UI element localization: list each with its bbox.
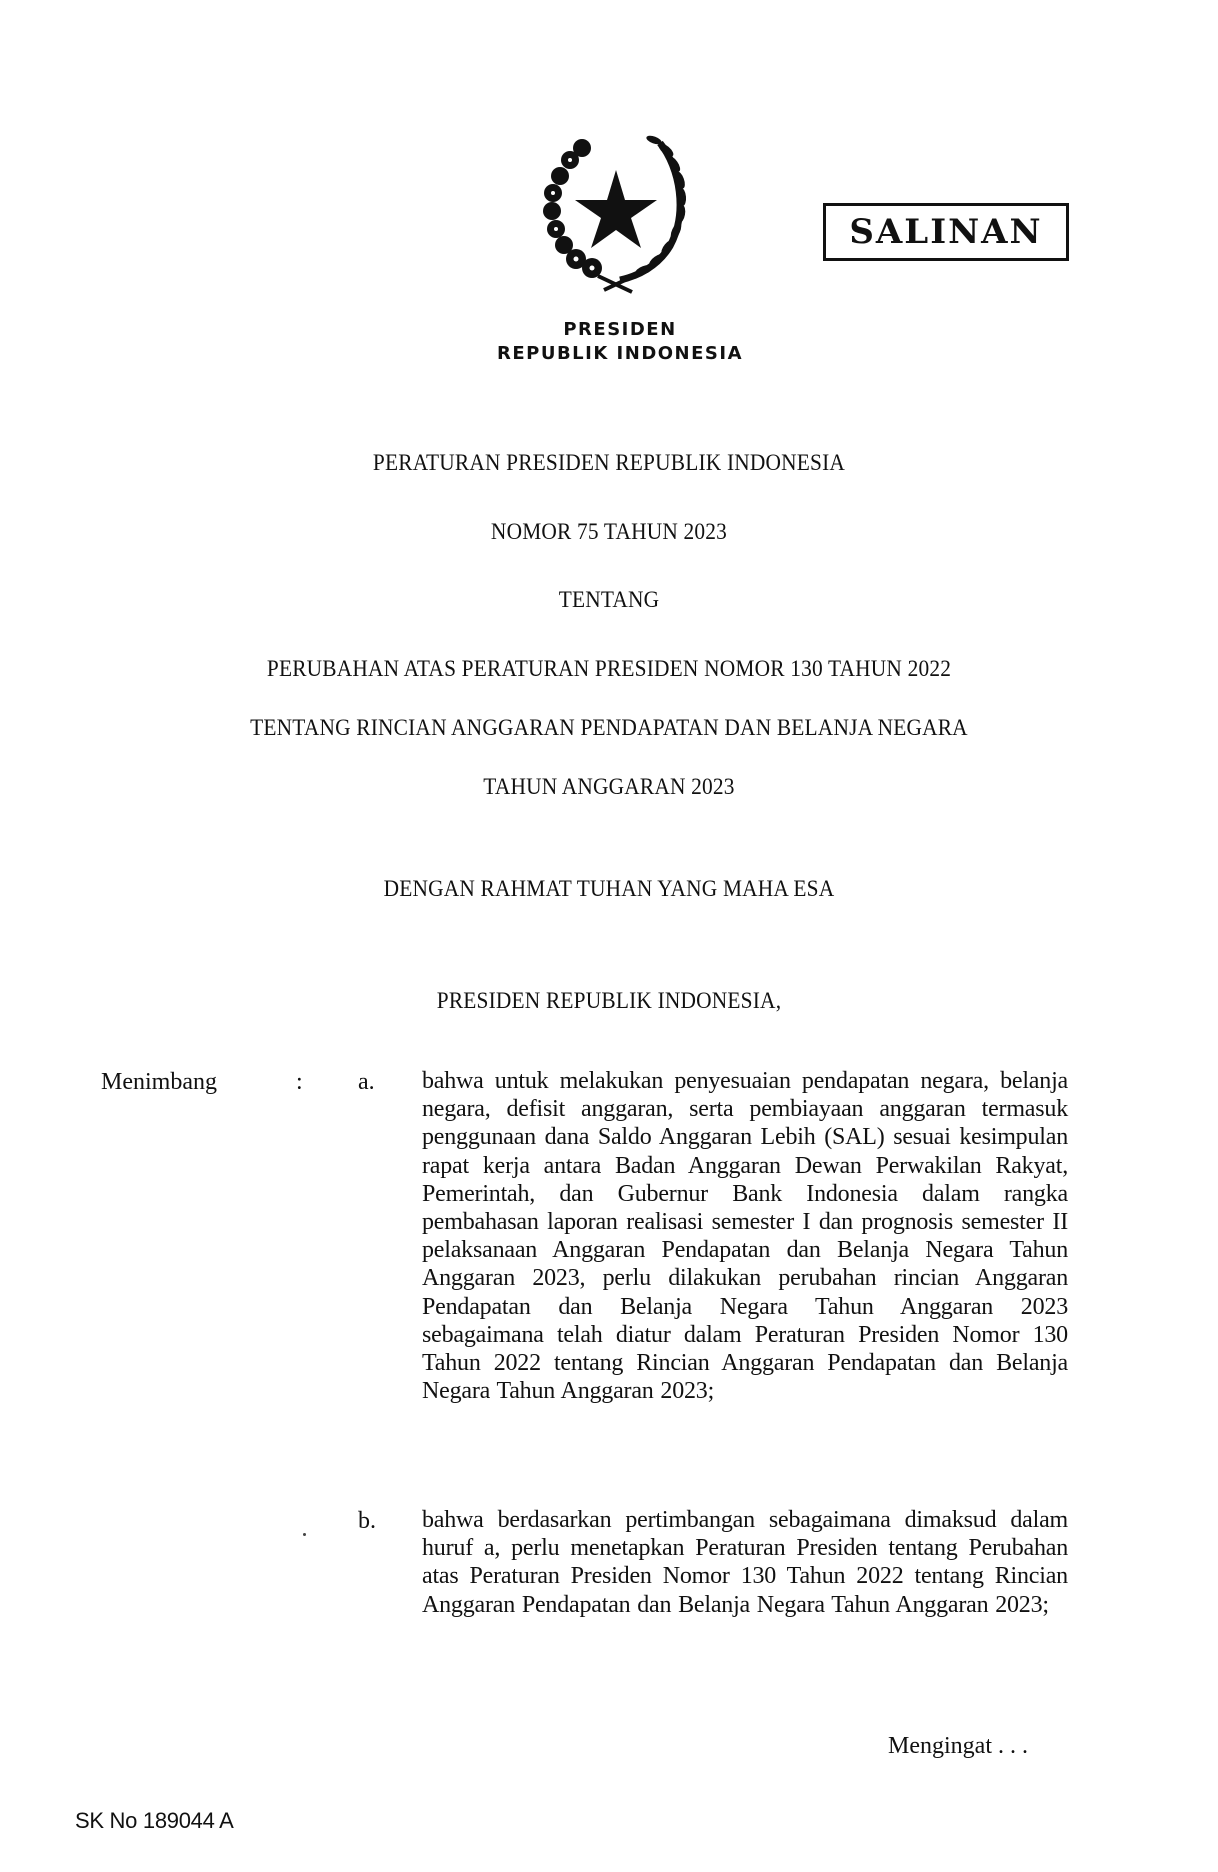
regulation-about-label: TENTANG: [558, 587, 660, 612]
issuer-heading: PRESIDEN REPUBLIK INDONESIA,: [436, 988, 782, 1013]
regulation-subject-line-2: TENTANG RINCIAN ANGGARAN PENDAPATAN DAN BELANJA NEGARA: [250, 715, 968, 740]
regulation-subject-line-3: TAHUN ANGGARAN 2023: [483, 774, 735, 799]
copy-stamp-label: SALINAN: [849, 212, 1043, 252]
state-emblem-icon: [520, 118, 700, 298]
item-a-marker: a.: [358, 1069, 375, 1095]
consideration-paragraph-a: bahwa untuk melakukan penyesuaian pendapatan negara, belanja negara, defisit anggaran, serta pembiayaan anggaran termasuk penggunaan dana Saldo Anggaran Lebih (SAL) sesuai kesimpulan rapat kerja antara Badan Anggaran Dewan Perwakilan Rakyat, Pemerintah, dan Gubernur Bank Indonesia dalam rangka pembahasan laporan realisasi semester I dan prognosis semester II pelaksanaan Anggaran Pendapatan dan Belanja Negara Tahun Anggaran 2023, perlu dilakukan perubahan rincian Anggaran Pendapatan dan Belanja Negara Tahun Anggaran 2023 sebagaimana telah diatur dalam Peraturan Presiden Nomor 130 Tahun 2022 tentang Rincian Anggaran Pendapatan dan Belanja Negara Tahun Anggaran 2023;: [422, 1068, 1068, 1405]
regulation-number: NOMOR 75 TAHUN 2023: [490, 519, 728, 544]
scan-artifact-dot: [303, 1533, 306, 1536]
regulation-title: PERATURAN PRESIDEN REPUBLIK INDONESIA: [372, 450, 846, 475]
copy-stamp: [823, 203, 1069, 261]
next-page-continuation: Mengingat . . .: [888, 1733, 1028, 1759]
menimbang-colon: :: [296, 1069, 303, 1095]
invocation: DENGAN RAHMAT TUHAN YANG MAHA ESA: [383, 876, 835, 901]
sk-number: SK No 189044 A: [75, 1808, 234, 1833]
regulation-subject-line-1: PERUBAHAN ATAS PERATURAN PRESIDEN NOMOR 130 TAHUN 2022: [266, 656, 952, 681]
issuer-line-2: REPUBLIK INDONESIA: [496, 343, 744, 364]
consideration-paragraph-b: bahwa berdasarkan pertimbangan sebagaimana dimaksud dalam huruf a, perlu menetapkan Peraturan Presiden tentang Perubahan atas Peraturan Presiden Nomor 130 Tahun 2022 tentang Rincian Anggaran Pendapatan dan Belanja Negara Tahun Anggaran 2023;: [422, 1507, 1068, 1618]
issuer-line-1: PRESIDEN: [563, 319, 677, 340]
menimbang-label: Menimbang: [101, 1069, 217, 1095]
item-b-marker: b.: [358, 1508, 376, 1534]
